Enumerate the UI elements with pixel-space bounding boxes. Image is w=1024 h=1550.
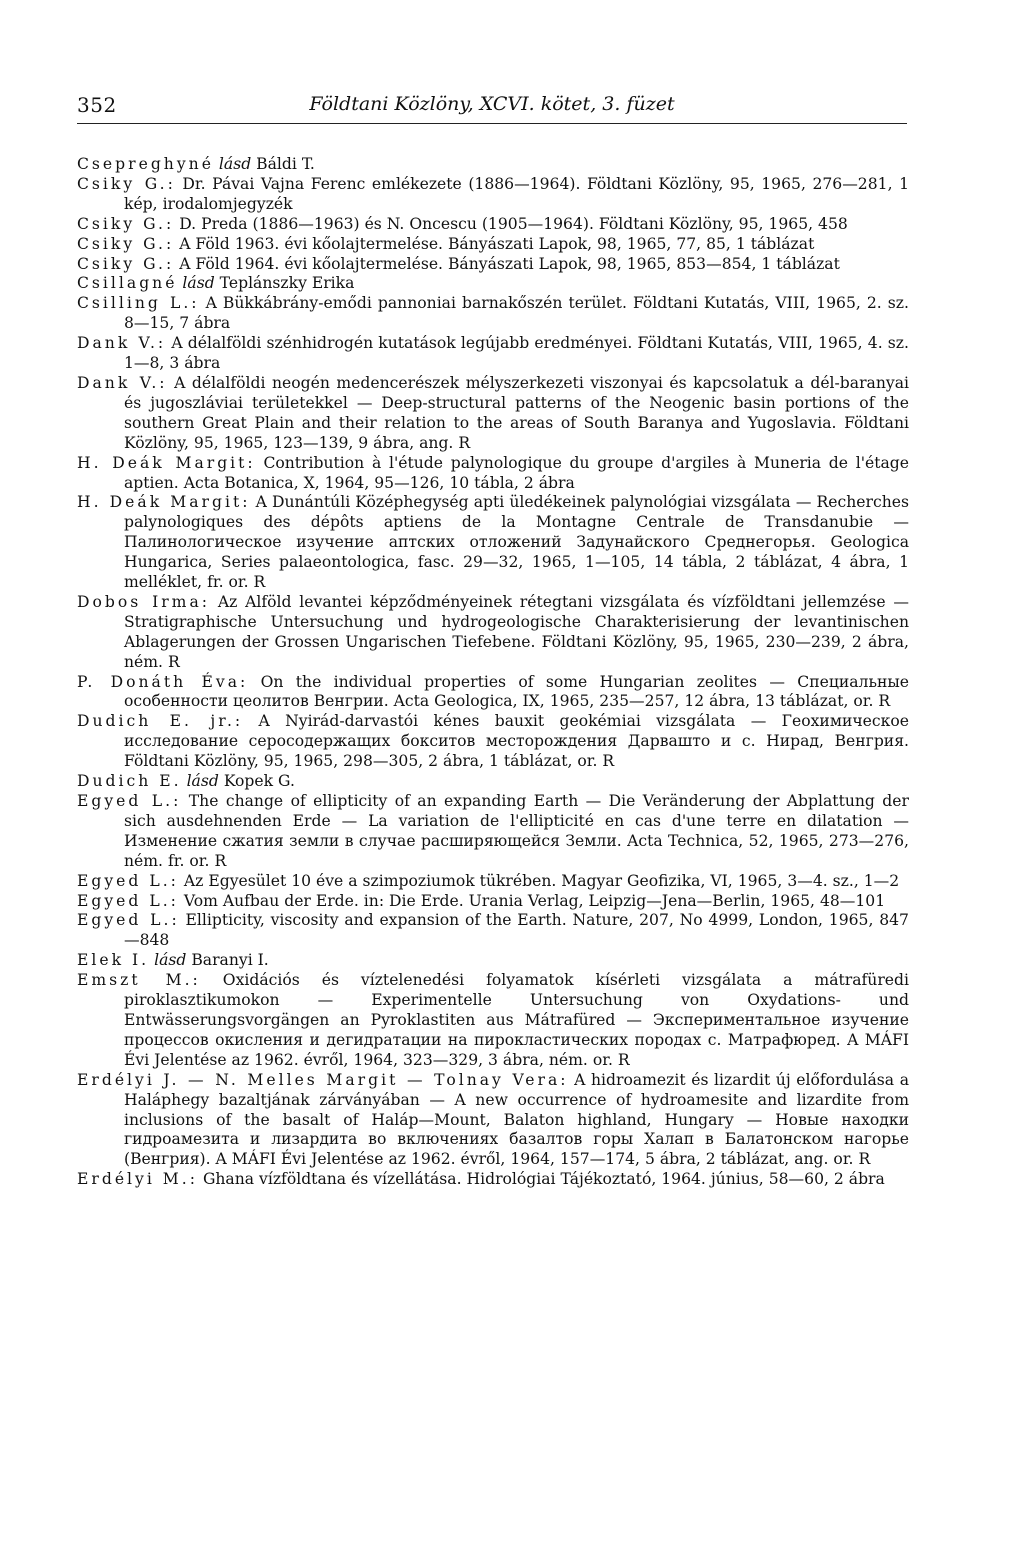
- bibliography-entry: [77, 175, 909, 215]
- entry-citation: Ghana vízföldtana és vízellátása. Hidrológiai Tájékoztató, 1964. június, 58—60, 2 ábra: [202, 1170, 885, 1189]
- entry-citation: Baranyi I.: [191, 951, 269, 970]
- bibliography-entry: [77, 673, 909, 713]
- bibliography-entry: [77, 155, 909, 175]
- bibliography-entry: [77, 1170, 909, 1190]
- entry-author: Egyed L.:: [77, 792, 182, 810]
- entry-author: P. Donáth Éva:: [77, 672, 249, 691]
- entry-see-reference: lásd: [186, 772, 219, 791]
- entry-author: Dudich E. jr.:: [77, 712, 244, 731]
- entry-citation: A Dunántúli Középhegység apti üledékeinek palynológiai vizsgálata — Recherches palynologiques des dépôts aptiens de la Montagne Centrale de Transdanubie — Палинологическое изучение аптских отложений Задунайского Среднегорья. Geologica Hungarica, Series palaeontologica, fasc. 29—32, 1965, 1—105, 14 tábla, 2 táblázat, 4 ábra, 1 melléklet, fr. or. R: [124, 493, 909, 592]
- bibliography-entry: [77, 892, 909, 912]
- entry-see-reference: lásd: [182, 274, 215, 293]
- entry-citation: Oxidációs és víztelenedési folyamatok kísérleti vizsgálata a mátrafüredi piroklasztikumokon — Experimentelle Untersuchung von Oxydations- und Entwässerungsvorgängen an Pyroklastiten aus Mátrafüred — Экспериментальное изучение процессов окисления и дегидратации на пирокластических породах с. Матрафюред. A MÁFI Évi Jelentése az 1962. évről, 1964, 323—329, 3 ábra, ném. or. R: [124, 971, 909, 1069]
- entry-citation: A Bükkábrány-emődi pannoniai barnakőszén terület. Földtani Kutatás, VIII, 1965, 2. sz. 8—15, 7 ábra: [124, 294, 909, 333]
- bibliography-entry: [77, 454, 909, 494]
- bibliography-entry: [77, 712, 909, 772]
- running-title: Földtani Közlöny, XCVI. kötet, 3. füzet: [309, 93, 675, 115]
- entry-author: Csepreghyné: [77, 155, 214, 173]
- entry-citation: Az Alföld levantei képződményeinek rétegtani vizsgálata és vízföldtani jellemzése — Stratigraphische Untersuchung und hydrogeologische Charakterisierung der levantinischen Ablagerungen der Grossen Ungarischen Tiefebene. Földtani Közlöny, 95, 1965, 230—239, 2 ábra, ném. R: [124, 592, 910, 671]
- bibliography-entry: [77, 792, 909, 872]
- entry-citation: Báldi T.: [256, 155, 315, 173]
- entry-citation: A Föld 1963. évi kőolajtermelése. Bányászati Lapok, 98, 1965, 77, 85, 1 táblázat: [179, 234, 815, 253]
- bibliography-entry: [77, 911, 909, 951]
- entry-citation: A Föld 1964. évi kőolajtermelése. Bányászati Lapok, 98, 1965, 853—854, 1 táblázat: [179, 254, 840, 273]
- entry-author: Egyed L.:: [77, 871, 179, 890]
- bibliography-entry: [77, 294, 909, 334]
- bibliography-entry: [77, 334, 909, 374]
- entry-see-reference: lásd: [218, 155, 252, 173]
- entry-author: Erdélyi J. — N. Melles Margit — Tolnay Vera:: [77, 1070, 569, 1089]
- bibliography-entry: [77, 772, 909, 792]
- entry-citation: A Nyirád-darvastói kénes bauxit geokémiai vizsgálata — Геохимическое исследование серосодержащих бокситов месторождения Дарвашто и с. Нирад, Венгрия. Földtani Közlöny, 95, 1965, 298—305, 2 ábra, 1 táblázat, or. R: [124, 712, 909, 771]
- entry-author: Egyed L.:: [77, 891, 179, 910]
- entry-citation: Az Egyesület 10 éve a szimpoziumok tükrében. Magyar Geofizika, VI, 1965, 3—4. sz., 1—2: [183, 871, 900, 890]
- entry-author: Erdélyi M.:: [77, 1170, 198, 1189]
- entry-citation: The change of ellipticity of an expanding Earth — Die Veränderung der Abplattung der sich ausdehnenden Erde — La variation de l'ellipticité en cas d'une terre en dilatation — Изменение сжатия земли в случае расширяющейся Земли. Acta Technica, 52, 1965, 273—276, ném. fr. or. R: [124, 792, 909, 870]
- entry-author: Csiky G.:: [77, 214, 175, 233]
- entry-citation: Vom Aufbau der Erde. in: Die Erde. Urania Verlag, Leipzig—Jena—Berlin, 1965, 48—101: [183, 891, 886, 910]
- entry-citation: On the individual properties of some Hungarian zeolites — Специальные особенности цеолитов Венгрии. Acta Geologica, IX, 1965, 235—257, 12 ábra, 13 táblázat, or. R: [124, 672, 909, 711]
- bibliography-entry: [77, 872, 909, 892]
- entry-citation: Contribution à l'étude palynologique du groupe d'argiles à Muneria de l'étage aptien. Acta Botanica, X, 1964, 95—126, 10 tábla, 2 ábra: [124, 453, 910, 492]
- bibliography-entry: [77, 493, 909, 593]
- entry-citation: D. Preda (1886—1963) és N. Oncescu (1905—1964). Földtani Közlöny, 95, 1965, 458: [179, 214, 848, 233]
- entry-author: Dobos Irma:: [77, 592, 211, 611]
- entry-citation: Kopek G.: [223, 772, 295, 791]
- entry-author: Dank V.:: [77, 334, 167, 353]
- entry-author: Csilling L.:: [77, 294, 200, 313]
- entry-citation: A hidroamezit és lizardit új előfordulása a Haláphegy bazaltjának zárványában — A new occurrence of hydroamesite and lizardite from inclusions of the basalt of Haláp—Mount, Balaton highland, Hungary — Новые находки гидроамезита и лизардита во включениях базалтов горы Халап в Балатонском нагорье (Венгрия). A MÁFI Évi Jelentése az 1962. évről, 1964, 157—174, 5 ábra, 2 táblázat, ang. or. R: [124, 1070, 909, 1169]
- bibliography-entry: [77, 951, 909, 971]
- bibliography-entry: [77, 1071, 909, 1171]
- entry-citation: A délalföldi neogén medencerészek mélyszerkezeti viszonyai és kapcsolatuk a dél-baranyai és jugoszláviai területekkel — Deep-structural patterns of the Neogenic basin portions of the southern Great Plain and their relation to the areas of South Baranya and Yugoslavia. Földtani Közlöny, 95, 1965, 123—139, 9 ábra, ang. R: [124, 373, 909, 452]
- entry-author: Elek I.: [77, 951, 150, 970]
- entry-citation: Ellipticity, viscosity and expansion of the Earth. Nature, 207, No 4999, London, 1965, 847—848: [124, 911, 909, 950]
- bibliography-entry: [77, 215, 909, 235]
- entry-author: Csiky G.:: [77, 174, 176, 193]
- entry-see-reference: lásd: [154, 951, 187, 970]
- bibliography-entry: [77, 971, 909, 1071]
- bibliography-entry: [77, 374, 909, 454]
- entry-author: Dudich E.: [77, 772, 182, 791]
- entry-author: Dank V.:: [77, 373, 168, 392]
- bibliography-list: [77, 155, 909, 1190]
- bibliography-entry: [77, 274, 909, 294]
- entry-author: Csiky G.:: [77, 254, 175, 273]
- entry-author: Csiky G.:: [77, 234, 175, 253]
- entry-citation: A délalföldi szénhidrogén kutatások legújabb eredményei. Földtani Kutatás, VIII, 1965, 4. sz. 1—8, 3 ábra: [124, 334, 909, 373]
- entry-citation: Dr. Pávai Vajna Ferenc emlékezete (1886—1964). Földtani Közlöny, 95, 1965, 276—281, 1 kép, irodalomjegyzék: [124, 174, 909, 213]
- entry-author: H. Deák Margit:: [77, 453, 256, 472]
- entry-author: Emszt M.:: [77, 971, 201, 990]
- bibliography-entry: [77, 235, 909, 255]
- page-header: [77, 93, 907, 124]
- entry-citation: Teplánszky Erika: [219, 274, 355, 293]
- page-number: 352: [77, 93, 117, 117]
- entry-author: H. Deák Margit:: [77, 493, 251, 512]
- bibliography-entry: [77, 593, 909, 673]
- entry-author: Csillagné: [77, 274, 178, 293]
- entry-author: Egyed L.:: [77, 911, 180, 930]
- bibliography-entry: [77, 255, 909, 275]
